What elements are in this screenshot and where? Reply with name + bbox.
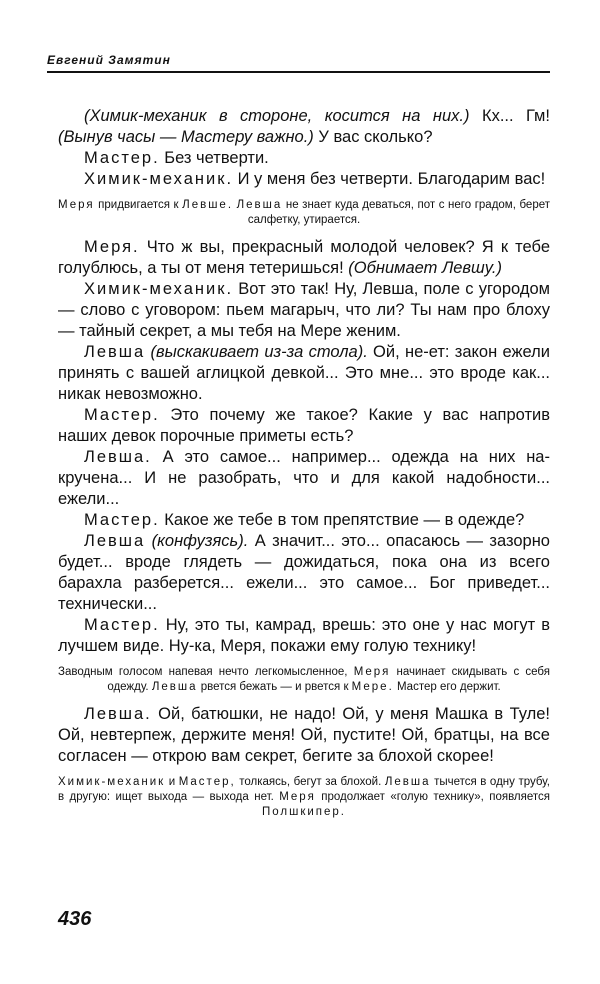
speech-line [58,342,550,405]
speaker-name: Меря. [84,238,140,256]
character-name: Левша [151,681,198,693]
running-header [47,51,550,73]
character-name: Левша [236,199,283,211]
character-name: Химик-механик [58,776,166,788]
speaker-name: Мастер. [84,406,160,424]
speech-line [58,106,550,148]
character-name: Меря [279,791,316,803]
stage-direction [58,665,550,695]
speaker-name: Левша. [84,705,152,723]
speaker-name: Мастер. [84,149,160,167]
speech-line [58,704,550,767]
speech-text: Ну, это ты, камрад, врешь: это оне у нас могут в лучшем виде. Ну-ка, Меря, покажи ему голую технику! [58,616,550,655]
direction-text: и [165,776,179,788]
speech-line [58,615,550,657]
speech-text: Что ж вы, прекрасный молодой человек? Я к тебе голублюсь, а ты от меня тетеришься! [58,238,550,277]
direction-text: придвигается к [94,199,183,211]
speech-text: Какое же тебе в том препятствие — в одежде? [159,511,525,529]
speech-line [58,237,550,279]
author-name: Евгений Замятин [47,53,171,67]
speech-text: Ой, не-ет: закон ежели принять с вашей аглицкой девкой... Это мне... это вроде как... никак невозможно. [58,343,550,403]
direction-text: толкаясь, бегут за блохой. [235,776,385,788]
character-name: Полшкипер. [261,806,346,818]
speech-line [58,279,550,342]
character-name: Меря [353,666,391,678]
stage-remark: (конфузясь). [145,532,249,550]
page-number: 436 [58,908,92,930]
speech-line [58,447,550,510]
speaker-name: Химик-механик. [84,280,234,298]
speaker-name: Химик-механик. [84,170,234,188]
speech-text: Вот это так! Ну, Левша, поле с угородом — слово с уговором: пьем магарыч, что ли? Ты нам про блоху — тайный секрет, а мы тебя на Мере женим. [58,280,550,340]
speaker-name: Левша [84,343,146,361]
stage-remark: (выскакивает из-за стола). [145,343,368,361]
speech-line [58,510,550,531]
direction-text: Мастер его держит. [393,681,501,693]
character-name: Меря [58,199,95,211]
speech-text: Ой, батюшки, не надо! Ой, у меня Машка в Туле! Ой, невтерпеж, держите меня! Ой, пустите! Ой, братцы, на все согласен — открою вам секрет, бегите за блохой скорее! [58,705,550,765]
direction-text: продолжает «голую технику», появляется [315,791,550,803]
page-body [58,106,550,829]
speech-text: Это почему же такое? Какие у вас напротив наших девок порочные приметы есть? [58,406,550,445]
stage-remark: (Химик-механик в стороне, косится на них.) [84,107,470,125]
speech-text: А это самое... например... одежда на них накручена... И не разобрать, что и для какой надобности... ежели... [58,448,550,508]
character-name: Левша [384,776,431,788]
speaker-name: Левша. [84,448,152,466]
speaker-name: Мастер. [84,511,160,529]
speech-text: Кх... Гм! [469,107,550,125]
stage-direction [58,198,550,228]
stage-remark: (Вынув часы — Мастеру важно.) [58,128,314,146]
speech-line [58,405,550,447]
stage-remark: (Обнимает Левшу.) [348,259,502,277]
direction-text: рвется бежать — и рвется к [197,681,352,693]
speaker-name: Левша [84,532,146,550]
speech-line [58,169,550,190]
speech-text: А значит... это... опасаюсь — зазорно будет... вроде глядеть — дожидаться, пока она из всего барахла разберется... ежели... это самое... Бог приведет... технически... [58,532,550,613]
character-name: Левше. [182,199,234,211]
direction-text: начинает скидывать с себя одежду. [107,666,550,693]
character-name: Мере. [351,681,394,693]
speech-line [58,148,550,169]
direction-text: Заводным голосом напевая нечто легкомысленное, [58,666,354,678]
direction-text: тычется в одну трубу, в другую: ищет выхода — выхода нет. [58,776,550,803]
speech-line [58,531,550,615]
character-name: Мастер, [178,776,236,788]
direction-text: не знает куда деваться, пот с него градом, берет салфетку, утирается. [247,199,551,226]
stage-direction [58,775,550,820]
speech-text: Без четверти. [159,149,269,167]
speaker-name: Мастер. [84,616,160,634]
speech-text: У вас сколько? [313,128,433,146]
speech-text: И у меня без четверти. Благодарим вас! [233,170,546,188]
